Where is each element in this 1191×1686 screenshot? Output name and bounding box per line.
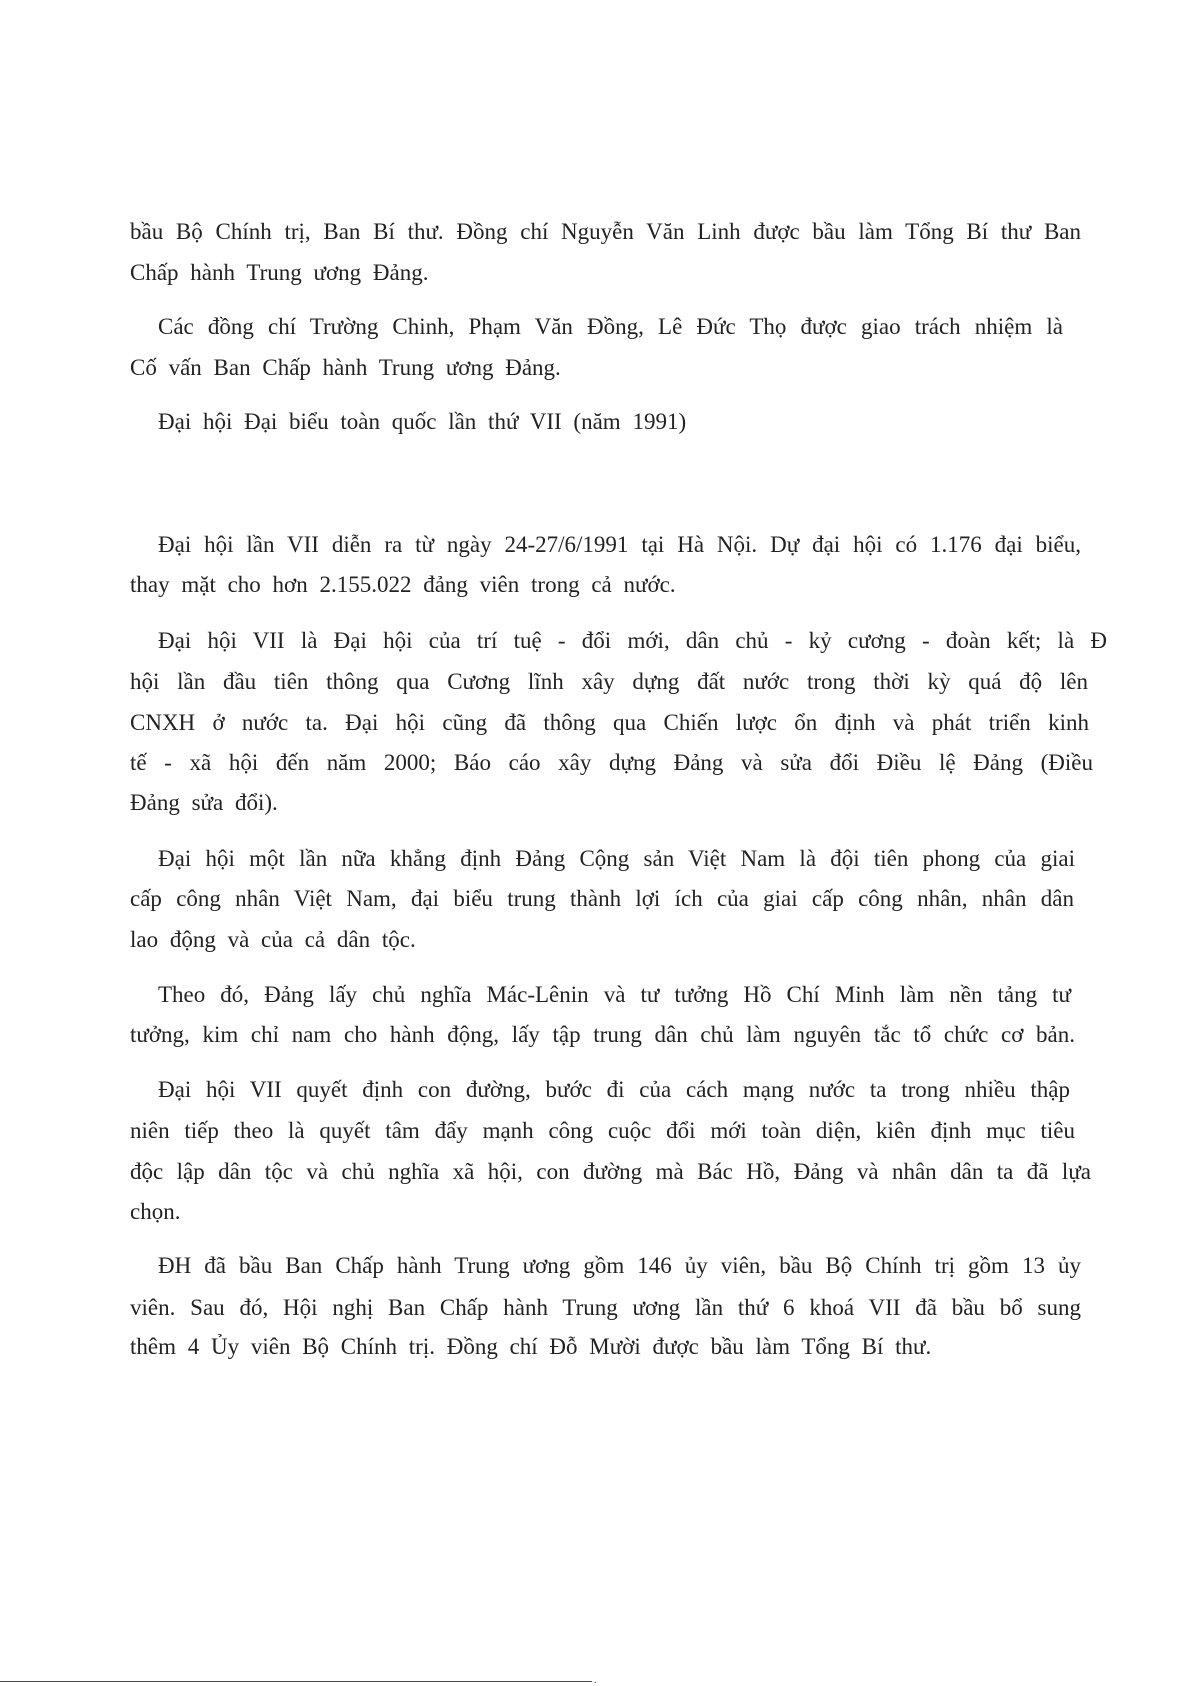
text-line: thêm 4 Ủy viên Bộ Chính trị. Đồng chí Đỗ Mười được bầu làm Tổng Bí thư. bbox=[130, 1334, 932, 1359]
text-line: lao động và của cả dân tộc. bbox=[130, 927, 416, 952]
text-line: tế - xã hội đến năm 2000; Báo cáo xây dựng Đảng và sửa đổi Điều lệ Đảng (Điều bbox=[130, 750, 1093, 775]
text-line: viên. Sau đó, Hội nghị Ban Chấp hành Trung ương lần thứ 6 khoá VII đã bầu bổ sung bbox=[130, 1295, 1081, 1320]
text-line: Đảng sửa đổi). bbox=[130, 790, 278, 815]
text-line: hội lần đầu tiên thông qua Cương lĩnh xây dựng đất nước trong thời kỳ quá độ lên bbox=[130, 669, 1088, 694]
text-line: chọn. bbox=[130, 1199, 181, 1224]
section-heading: Đại hội Đại biểu toàn quốc lần thứ VII (năm 1991) bbox=[158, 409, 687, 434]
text-line: CNXH ở nước ta. Đại hội cũng đã thông qua Chiến lược ổn định và phát triển kinh bbox=[130, 710, 1089, 735]
text-line: Đại hội lần VII diễn ra từ ngày 24-27/6/1991 tại Hà Nội. Dự đại hội có 1.176 đại biểu, bbox=[158, 532, 1081, 557]
text-line: Đại hội VII quyết định con đường, bước đi của cách mạng nước ta trong nhiều thập bbox=[158, 1077, 1070, 1102]
text-line: cấp công nhân Việt Nam, đại biểu trung thành lợi ích của giai cấp công nhân, nhân dân bbox=[130, 886, 1074, 911]
text-line: Đại hội VII là Đại hội của trí tuệ - đổi mới, dân chủ - kỷ cương - đoàn kết; là Đ bbox=[158, 628, 1107, 653]
footnote-mark: . bbox=[594, 1675, 597, 1686]
text-line: Theo đó, Đảng lấy chủ nghĩa Mác-Lênin và tư tưởng Hồ Chí Minh làm nền tảng tư bbox=[158, 982, 1071, 1007]
text-line: thay mặt cho hơn 2.155.022 đảng viên trong cả nước. bbox=[130, 572, 676, 597]
text-line: tưởng, kim chỉ nam cho hành động, lấy tập trung dân chủ làm nguyên tắc tổ chức cơ bản. bbox=[130, 1022, 1075, 1047]
text-line: niên tiếp theo là quyết tâm đẩy mạnh công cuộc đổi mới toàn diện, kiên định mục tiêu bbox=[130, 1118, 1075, 1143]
text-line: ĐH đã bầu Ban Chấp hành Trung ương gồm 146 ủy viên, bầu Bộ Chính trị gồm 13 ủy bbox=[158, 1253, 1081, 1278]
text-line: Chấp hành Trung ương Đảng. bbox=[130, 260, 429, 285]
text-line: độc lập dân tộc và chủ nghĩa xã hội, con đường mà Bác Hồ, Đảng và nhân dân ta đã lựa bbox=[130, 1159, 1091, 1184]
text-line: Cố vấn Ban Chấp hành Trung ương Đảng. bbox=[130, 355, 561, 380]
text-line: Các đồng chí Trường Chinh, Phạm Văn Đồng, Lê Đức Thọ được giao trách nhiệm là bbox=[158, 314, 1063, 339]
text-line: Đại hội một lần nữa khẳng định Đảng Cộng sản Việt Nam là đội tiên phong của giai bbox=[158, 846, 1075, 871]
text-line: bầu Bộ Chính trị, Ban Bí thư. Đồng chí Nguyễn Văn Linh được bầu làm Tổng Bí thư Ban bbox=[130, 219, 1081, 244]
footnote-separator bbox=[0, 1681, 592, 1682]
